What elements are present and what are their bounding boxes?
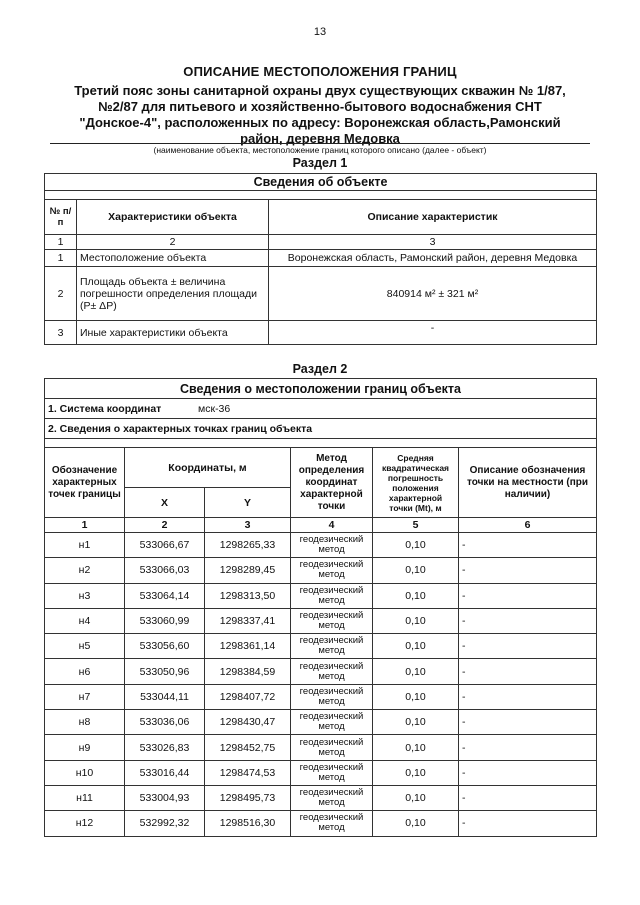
point-name: н9 [45, 735, 125, 760]
table-row [45, 811, 597, 836]
point-x: 533036,06 [125, 710, 205, 735]
point-method: геодезический метод [291, 760, 373, 785]
point-method: геодезический метод [291, 533, 373, 558]
point-name: н6 [45, 659, 125, 684]
table-row [45, 533, 597, 558]
coord-system-value: мск-36 [198, 402, 231, 415]
point-y: 1298313,50 [205, 583, 291, 608]
table-row [45, 267, 597, 321]
section2-title: Раздел 2 [292, 362, 348, 376]
point-error: 0,10 [373, 608, 459, 633]
point-error: 0,10 [373, 735, 459, 760]
point-method: геодезический метод [291, 735, 373, 760]
point-x: 533066,67 [125, 533, 205, 558]
row-num: 2 [45, 267, 77, 321]
point-name: н10 [45, 760, 125, 785]
point-method: геодезический метод [291, 608, 373, 633]
point-error: 0,10 [373, 558, 459, 583]
table-row [45, 558, 597, 583]
point-x: 532992,32 [125, 811, 205, 836]
header-characteristic: Характеристики объекта [77, 200, 269, 235]
point-description: - [459, 659, 597, 684]
table-row [45, 760, 597, 785]
point-description: - [459, 583, 597, 608]
point-name: н5 [45, 634, 125, 659]
point-y: 1298361,14 [205, 634, 291, 659]
point-x: 533044,11 [125, 684, 205, 709]
point-description: - [459, 710, 597, 735]
point-name: н3 [45, 583, 125, 608]
index-cell: 1 [45, 235, 77, 250]
point-y: 1298384,59 [205, 659, 291, 684]
point-y: 1298516,30 [205, 811, 291, 836]
point-error: 0,10 [373, 710, 459, 735]
point-x: 533050,96 [125, 659, 205, 684]
header-num: № п/п [45, 200, 77, 235]
header-y: Y [205, 488, 291, 518]
row-description: - [269, 321, 597, 345]
point-x: 533026,83 [125, 735, 205, 760]
section1-title: Раздел 1 [292, 156, 348, 170]
header-method: Метод определения координат характерной точки [291, 448, 373, 518]
points-body [45, 533, 597, 837]
point-description: - [459, 533, 597, 558]
table-row [45, 608, 597, 633]
table-row [45, 321, 597, 345]
coord-system-label: 1. Система координат [48, 402, 162, 415]
point-name: н4 [45, 608, 125, 633]
point-x: 533060,99 [125, 608, 205, 633]
point-x: 533056,60 [125, 634, 205, 659]
boundary-points-table [44, 378, 597, 837]
point-name: н7 [45, 684, 125, 709]
table-row [45, 250, 597, 267]
coord-system-row [45, 399, 597, 419]
point-error: 0,10 [373, 634, 459, 659]
point-method: геодезический метод [291, 684, 373, 709]
point-name: н8 [45, 710, 125, 735]
index-cell: 3 [205, 518, 291, 533]
row-description: 840914 м² ± 321 м² [269, 267, 597, 321]
table-spacer [45, 439, 597, 448]
point-method: геодезический метод [291, 710, 373, 735]
index-cell: 4 [291, 518, 373, 533]
point-method: геодезический метод [291, 785, 373, 810]
row-characteristic: Иные характеристики объекта [77, 321, 269, 345]
point-name: н12 [45, 811, 125, 836]
points-label: 2. Сведения о характерных точках границ объекта [45, 419, 597, 439]
header-point-description: Описание обозначения точки на местности (при наличии) [459, 448, 597, 518]
boundary-table-title: Сведения о местоположении границ объекта [45, 379, 597, 399]
point-method: геодезический метод [291, 583, 373, 608]
point-method: геодезический метод [291, 558, 373, 583]
point-error: 0,10 [373, 785, 459, 810]
object-info-table [44, 173, 597, 345]
point-method: геодезический метод [291, 811, 373, 836]
table-row [45, 659, 597, 684]
index-cell: 2 [125, 518, 205, 533]
point-error: 0,10 [373, 533, 459, 558]
point-y: 1298452,75 [205, 735, 291, 760]
point-error: 0,10 [373, 811, 459, 836]
point-name: н2 [45, 558, 125, 583]
table-row [45, 634, 597, 659]
header-coordinates: Координаты, м [125, 448, 291, 488]
point-description: - [459, 735, 597, 760]
point-description: - [459, 811, 597, 836]
point-error: 0,10 [373, 684, 459, 709]
point-name: н11 [45, 785, 125, 810]
row-description: Воронежская область, Рамонский район, деревня Медовка [269, 250, 597, 267]
point-description: - [459, 558, 597, 583]
table-row [45, 735, 597, 760]
point-error: 0,10 [373, 760, 459, 785]
index-cell: 2 [77, 235, 269, 250]
object-title-caption: (наименование объекта, местоположение границ которого описано (далее - объект) [50, 143, 590, 155]
document-title: ОПИСАНИЕ МЕСТОПОЛОЖЕНИЯ ГРАНИЦ [183, 64, 457, 79]
point-x: 533004,93 [125, 785, 205, 810]
header-error: Средняя квадратическая погрешность положения характерной точки (Mt), м [373, 448, 459, 518]
row-characteristic: Площадь объекта ± величина погрешности определения площади (P± ΔP) [77, 267, 269, 321]
row-num: 1 [45, 250, 77, 267]
point-error: 0,10 [373, 583, 459, 608]
point-description: - [459, 785, 597, 810]
point-description: - [459, 684, 597, 709]
table-row [45, 785, 597, 810]
point-y: 1298495,73 [205, 785, 291, 810]
object-info-table-title: Сведения об объекте [45, 174, 597, 191]
header-designation: Обозначение характерных точек границы [45, 448, 125, 518]
point-y: 1298474,53 [205, 760, 291, 785]
point-error: 0,10 [373, 659, 459, 684]
page-number: 13 [313, 26, 327, 38]
table-spacer [45, 191, 597, 200]
table-row [45, 710, 597, 735]
table-row [45, 684, 597, 709]
point-description: - [459, 634, 597, 659]
point-y: 1298337,41 [205, 608, 291, 633]
index-cell: 3 [269, 235, 597, 250]
point-x: 533064,14 [125, 583, 205, 608]
index-cell: 1 [45, 518, 125, 533]
header-description: Описание характеристик [269, 200, 597, 235]
point-method: геодезический метод [291, 634, 373, 659]
point-description: - [459, 608, 597, 633]
point-y: 1298430,47 [205, 710, 291, 735]
row-num: 3 [45, 321, 77, 345]
point-y: 1298265,33 [205, 533, 291, 558]
row-characteristic: Местоположение объекта [77, 250, 269, 267]
index-cell: 5 [373, 518, 459, 533]
point-method: геодезический метод [291, 659, 373, 684]
table-row [45, 583, 597, 608]
point-description: - [459, 760, 597, 785]
point-y: 1298289,45 [205, 558, 291, 583]
header-x: X [125, 488, 205, 518]
point-name: н1 [45, 533, 125, 558]
object-title: Третий пояс зоны санитарной охраны двух существующих скважин № 1/87, №2/87 для питьевого и хозяйственно-бытового водоснабжения СНТ "Донское-4", расположенных по адресу: Воронежская область,Рамонский район, деревня Медовка [74, 83, 566, 146]
index-cell: 6 [459, 518, 597, 533]
point-x: 533016,44 [125, 760, 205, 785]
point-y: 1298407,72 [205, 684, 291, 709]
point-x: 533066,03 [125, 558, 205, 583]
